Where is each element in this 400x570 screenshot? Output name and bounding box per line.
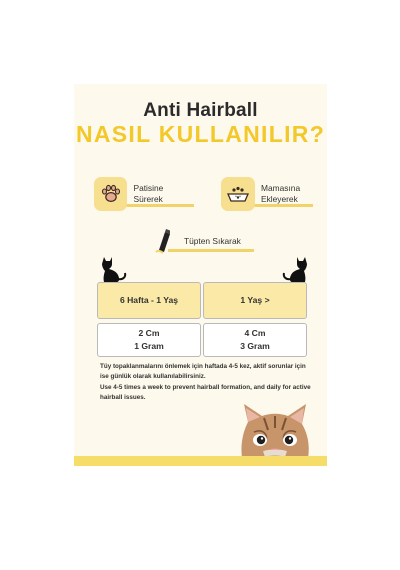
- dose-weight: 1 Gram: [134, 341, 164, 351]
- instructions-tr: Tüy topaklanmalarını önlemek için haftada 4-5 kez, aktif sorunlar için ise günlük olarak kullanılabilirsiniz.: [100, 363, 306, 381]
- food-bowl-icon: [221, 177, 255, 211]
- method-tube: [150, 225, 254, 257]
- usage-heading: NASIL KULLANILIR?: [75, 121, 326, 147]
- usage-card: [74, 84, 327, 466]
- method-label-line2: Ekleyerek: [261, 194, 298, 204]
- table-header-adult: 1 Yaş >: [203, 282, 307, 319]
- method-underline: [168, 249, 254, 252]
- product-title: Anti Hairball: [143, 100, 258, 121]
- tube-icon: [150, 227, 178, 255]
- instructions-en: Use 4-5 times a week to prevent hairball formation, and daily for active hairball issues.: [100, 384, 311, 402]
- method-label: [261, 183, 300, 205]
- dose-length: 4 Cm: [244, 328, 266, 338]
- bottom-accent-bar: [74, 456, 327, 466]
- table-cell-adult-dose: [203, 323, 307, 357]
- method-label: Tüpten Sıkarak: [184, 235, 241, 246]
- method-paw: [94, 176, 194, 212]
- dose-weight: 3 Gram: [240, 341, 270, 351]
- table-header-kitten: 6 Hafta - 1 Yaş: [97, 282, 201, 319]
- paw-icon: [94, 177, 127, 211]
- cat-silhouette-icon: [98, 255, 130, 283]
- dose-length: 2 Cm: [138, 328, 160, 338]
- table-cell-kitten-dose: [97, 323, 201, 357]
- cat-silhouette-icon: [279, 255, 311, 283]
- method-label-line1: Mamasına: [261, 183, 301, 193]
- method-label: Patisine Sürerek: [133, 183, 164, 204]
- method-food: [221, 176, 313, 212]
- peeking-cat-image: [234, 402, 316, 458]
